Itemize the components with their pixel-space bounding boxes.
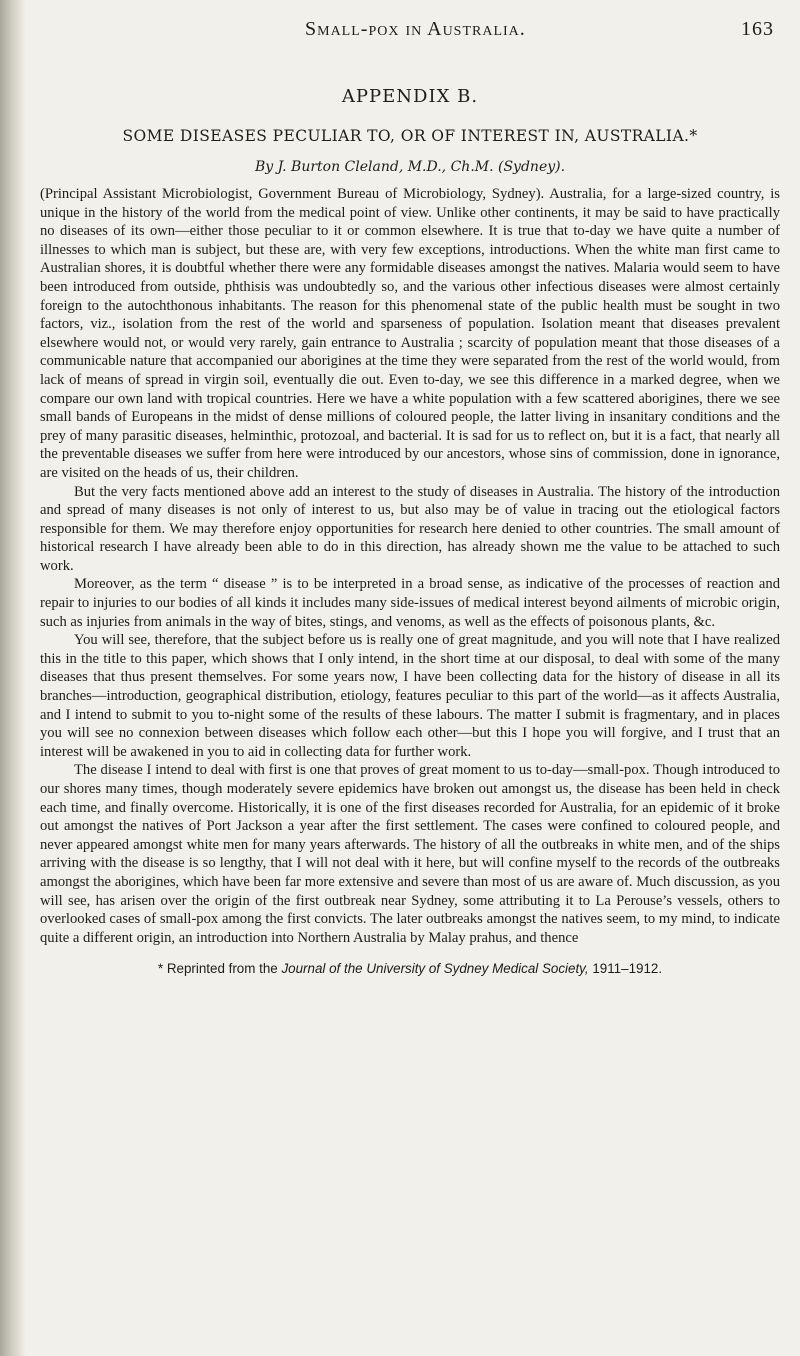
book-page xyxy=(40,12,780,976)
body-paragraph-1: (Principal Assistant Microbiologist, Government Bureau of Microbiology, Sydney). Australia, for a large-sized country, is unique in the history of the world from the medical point of view. Unlike other continents, it may be said to have practically no diseases of its own—either those peculiar to it or common elsewhere. It is true that to-day we have quite a number of illnesses to which man is subject, but these are, with very few exceptions, introductions. When the white man first came to Australian shores, it is doubtful whether there were any formidable diseases amongst the natives. Malaria would seem to have been introduced from outside, phthisis was undoubtedly so, and the various other infectious diseases were almost certainly foreign to the autochthonous inhabitants. The reason for this phenomenal state of the public health must be sought in two factors, viz., isolation from the rest of the world and sparseness of population. Isolation meant that diseases prevalent elsewhere would not, or would very rarely, gain entrance to Australia ; scarcity of population meant that those diseases of a communicable nature that accompanied our aborigines at the time they were separated from the rest of the world would, from lack of means of spread in virgin soil, eventually die out. Even to-day, we see this difference in a marked degree, when we compare our own land with tropical countries. Here we have a white population with a few scattered aborigines, there we see small bands of Europeans in the midst of dense millions of coloured people, the latter living in insanitary conditions and the prey of many parasitic diseases, helminthic, protozoal, and bacterial. It is sad for us to reflect on, but it is a fact, that nearly all the preventable diseases we suffer from here were introduced by our ancestors, whose sins of commission, done in ignorance, are visited on the heads of us, their children. xyxy=(40,186,780,481)
footnote-suffix: 1911–1912. xyxy=(588,961,663,977)
body-paragraph-3: Moreover, as the term “ disease ” is to be interpreted in a broad sense, as indicative of the processes of reaction and repair to injuries to our bodies of all kinds it includes many side-issues of medical interest beyond ailments of microbic origin, such as injuries from animals in the way of bites, stings, and venoms, as well as the effects of poisonous plants, &c. xyxy=(40,576,780,630)
footnote-prefix: * Reprinted from the xyxy=(157,961,282,977)
running-head-title: Small-pox in Australia. xyxy=(305,18,526,40)
page-binding-shadow xyxy=(0,0,26,1356)
body-paragraph-5: The disease I intend to deal with first is one that proves of great moment to us to-day—small-pox. Though introduced to our shores many times, though moderately severe epidemics have broken out amongst us, the disease has been held in check each time, and finally overcome. Historically, it is one of the first diseases recorded for Australia, for an epidemic of it broke out amongst the natives of Port Jackson a year after the first settlement. The cases were confined to coloured people, and never appeared amongst white men for many years afterwards. The history of all the outbreaks in white men, and of the ships arriving with the disease is so lengthy, that I will not deal with it here, but will confine myself to the records of the outbreaks amongst the aborigines, which have been far more extensive and severe than most of us are aware of. Much discussion, as you will see, has arisen over the origin of the first outbreak near Sydney, some attributing it to La Perouse’s vessels, others to overlooked cases of small-pox among the first convicts. The later outbreaks amongst the natives seem, to my mind, to indicate quite a different origin, an introduction into Northern Australia by Malay prahus, and thence xyxy=(40,762,780,946)
body-paragraph-4: You will see, therefore, that the subject before us is really one of great magnitude, and you will note that I have realized this in the title to this paper, which shows that I only intend, in the short time at our disposal, to deal with some of the many diseases that thus present themselves. For some years now, I have been collecting data for the history of disease in all its branches—introduction, geographical distribution, etiology, features peculiar to this part of the world—as it affects Australia, and I intend to submit to you to-night some of the results of these labours. The matter I submit is fragmentary, and in places you will see no connexion between diseases which follow each other—but this I hope you will forgive, and I trust that an interest will be awakened in you to aid in collecting data for further work. xyxy=(40,632,780,760)
footnote-journal: Journal of the University of Sydney Medical Society, xyxy=(281,961,589,977)
footnote xyxy=(40,961,780,976)
running-head xyxy=(40,12,780,46)
article-byline: By J. Burton Cleland, M.D., Ch.M. (Sydney). xyxy=(254,159,566,175)
appendix-heading: APPENDIX B. xyxy=(341,86,479,107)
body-paragraph-2: But the very facts mentioned above add an interest to the study of diseases in Australia. The history of the introduction and spread of many diseases is not only of interest to us, but also may be of value in tracing out the etiological factors responsible for them. We may therefore enjoy opportunities for research here denied to other countries. The small amount of historical research I have already been able to do in this direction, has already shown me the value to be attached to such work. xyxy=(40,483,780,574)
article-title: SOME DISEASES PECULIAR TO, OR OF INTEREST IN, AUSTRALIA.* xyxy=(122,127,698,145)
page-number: 163 xyxy=(741,18,774,40)
